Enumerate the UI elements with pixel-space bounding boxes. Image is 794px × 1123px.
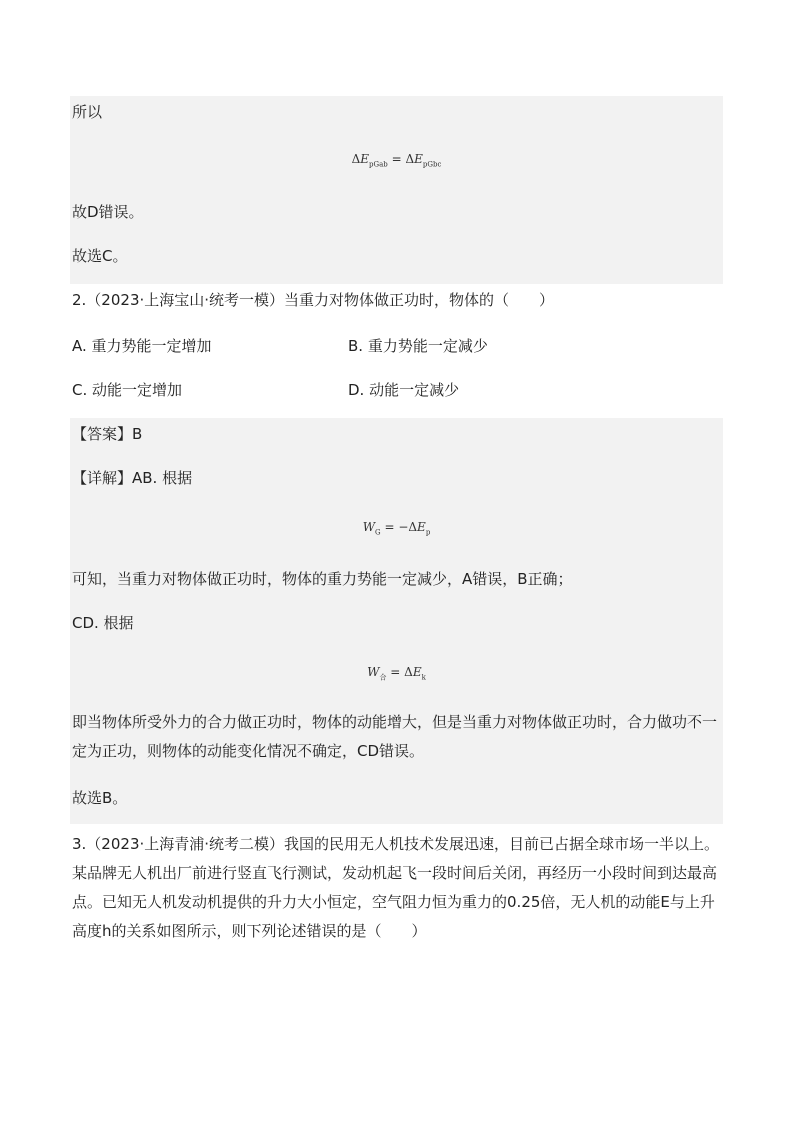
formula-potential-energy: $\Delta E_{pGab} = \Delta E_{pGbc}$ — [351, 152, 442, 169]
question-stem: 2.（2023·上海宝山·统考一模）当重力对物体做正功时，物体的（ ） — [72, 291, 555, 309]
formula-sub: G — [375, 528, 381, 537]
question-stem: 3.（2023·上海青浦·统考二模）我国的民用无人机技术发展迅速，目前已占据全球市场一半以上。某品牌无人机出厂前进行竖直飞行测试，发动机起飞一段时间后关闭，再经历一小段时间到达最高点。已知无人机发动机提供的升力大小恒定，空气阻力恒为重力的0.25倍，无人机的动能E与上升高度h的关系如图所示，则下列论述错误的是（ ） — [72, 835, 720, 940]
formula-sub: pGab — [369, 160, 388, 169]
text-line: 故选C。 — [72, 247, 128, 265]
text-line: 可知，当重力对物体做正功时，物体的重力势能一定减少，A错误，B正确； — [72, 570, 573, 588]
option-c: C. 动能一定增加 — [72, 381, 183, 399]
option-b: B. 重力势能一定减少 — [348, 337, 488, 355]
formula-gravity-work: $W_G = -\Delta E_p$ — [362, 520, 431, 537]
formula-sub: 合 — [379, 673, 387, 682]
option-a: A. 重力势能一定增加 — [72, 337, 212, 355]
text-line: CD. 根据 — [72, 614, 134, 632]
detail-intro: 【详解】AB. 根据 — [72, 469, 193, 487]
formula-sub: pGbc — [422, 160, 442, 169]
text-line: 故D错误。 — [72, 203, 144, 221]
option-d: D. 动能一定减少 — [348, 381, 460, 399]
solution-block — [70, 96, 723, 284]
text-line: 所以 — [72, 103, 103, 121]
answer-label: 【答案】B — [72, 425, 143, 443]
formula-sub: p — [425, 528, 431, 537]
formula-sub: k — [421, 673, 426, 682]
text-line: 故选B。 — [72, 789, 128, 807]
text-paragraph: 即当物体所受外力的合力做正功时，物体的动能增大，但是当重力对物体做正功时，合力做功不一定为正功，则物体的动能变化情况不确定，CD错误。 — [72, 713, 718, 760]
formula-kinetic-energy: $W_合 = \Delta E_k$ — [367, 665, 426, 682]
